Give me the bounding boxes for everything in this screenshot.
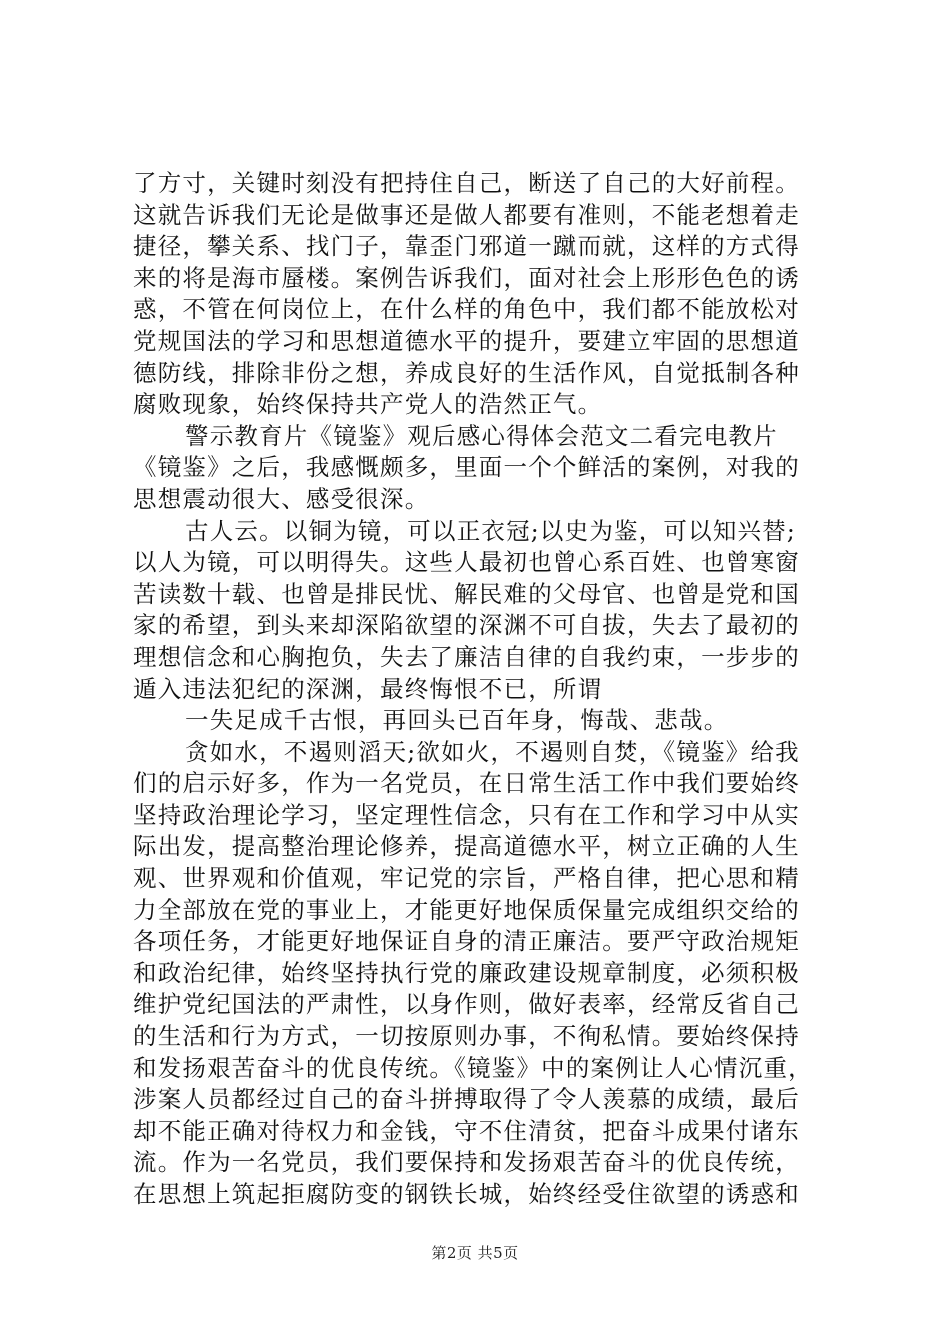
text-line: 腐败现象，始终保持共产党人的浩然正气。 (133, 390, 603, 419)
text-line: 理想信念和心胸抱负，失去了廉洁自律的自我约束，一步步的 (133, 642, 800, 671)
text-line: 党规国法的学习和思想道德水平的提升，要建立牢固的思想道 (133, 326, 800, 355)
text-line: 家的希望，到头来却深陷欲望的深渊不可自拔，失去了最初的 (133, 611, 800, 640)
text-line: 惑，不管在何岗位上，在什么样的角色中，我们都不能放松对 (133, 295, 800, 324)
text-line: 和政治纪律，始终坚持执行党的廉政建设规章制度，必须积极 (133, 958, 800, 987)
text-line: 的生活和行为方式，一切按原则办事，不徇私情。要始终保持 (133, 1022, 800, 1051)
text-line: 了方寸，关键时刻没有把持住自己，断送了自己的大好前程。 (133, 169, 800, 197)
text-line: 力全部放在党的事业上，才能更好地保质保量完成组织交给的 (133, 895, 800, 924)
text-line: 们的启示好多，作为一名党员，在日常生活工作中我们要始终 (133, 769, 800, 798)
text-line: 来的将是海市蜃楼。案例告诉我们，面对社会上形形色色的诱 (133, 263, 800, 292)
text-line: 却不能正确对待权力和金钱，守不住清贫，把奋斗成果付诸东 (133, 1116, 800, 1145)
text-line: 贪如水，不遏则滔天;欲如火，不遏则自焚，《镜鉴》给我 (185, 737, 800, 766)
text-line: 在思想上筑起拒腐防变的钢铁长城，始终经受住欲望的诱惑和 (133, 1180, 800, 1208)
text-line: 坚持政治理论学习，坚定理性信念，只有在工作和学习中从实 (133, 800, 800, 829)
text-line: 遁入违法犯纪的深渊，最终悔恨不已，所谓 (133, 674, 603, 703)
text-line: 警示教育片《镜鉴》观后感心得体会范文二看完电教片 (185, 421, 778, 450)
text-line: 流。作为一名党员，我们要保持和发扬艰苦奋斗的优良传统， (133, 1148, 800, 1177)
text-line: 捷径，攀关系、找门子，靠歪门邪道一蹴而就，这样的方式得 (133, 232, 800, 261)
page-number-footer: 第2页 共5页 (431, 1244, 519, 1262)
text-line: 和发扬艰苦奋斗的优良传统。《镜鉴》中的案例让人心情沉重， (133, 1053, 813, 1082)
text-line: 一失足成千古恨，再回头已百年身，悔哉、悲哉。 (185, 706, 729, 735)
text-line: 德防线，排除非份之想，养成良好的生活作风，自觉抵制各种 (133, 358, 800, 387)
text-line: 维护党纪国法的严肃性，以身作则，做好表率，经常反省自己 (133, 990, 800, 1019)
text-line: 古人云。以铜为镜，可以正衣冠;以史为鉴，可以知兴替; (185, 516, 797, 545)
text-line: 以人为镜，可以明得失。这些人最初也曾心系百姓、也曾寒窗 (133, 548, 800, 577)
text-line: 苦读数十载、也曾是排民忧、解民难的父母官、也曾是党和国 (133, 579, 800, 608)
text-line: 涉案人员都经过自己的奋斗拼搏取得了令人羡慕的成绩，最后 (133, 1085, 800, 1114)
body-text (133, 168, 833, 1211)
text-line: 思想震动很大、感受很深。 (133, 484, 430, 513)
text-line: 各项任务，才能更好地保证自身的清正廉洁。要严守政治规矩 (133, 927, 800, 956)
text-line: 观、世界观和价值观，牢记党的宗旨，严格自律，把心思和精 (133, 864, 800, 893)
text-line: 这就告诉我们无论是做事还是做人都要有准则，不能老想着走 (133, 200, 800, 229)
text-line: 《镜鉴》之后，我感慨颇多，里面一个个鲜活的案例，对我的 (133, 453, 800, 482)
text-line: 际出发，提高整治理论修养，提高道德水平，树立正确的人生 (133, 832, 800, 861)
